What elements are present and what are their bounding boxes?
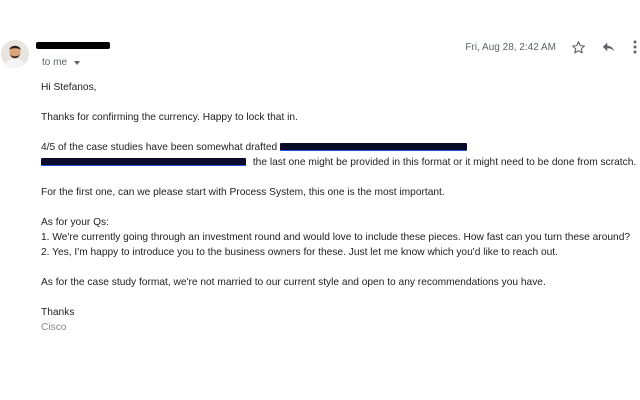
case-studies-text: 4/5 of the case studies have been somewhat drafted [41,142,278,153]
redacted-link[interactable] [280,143,467,151]
paragraph-format: As for the case study format, we're not married to our current style and open to any recommendations you have. [41,277,546,288]
message-body [41,80,637,335]
more-options-button[interactable] [630,39,640,55]
case-studies-text-continued: the last one might be provided in this format or it might need to be done from scratch. [252,157,637,168]
closing [41,305,637,335]
question-answer-1: 1. We're currently going through an investment round and would love to include these pieces. How fast can you turn these around? [41,232,631,243]
signature-name: Cisco [41,322,67,333]
paragraph-case-studies [41,140,637,170]
message-meta [465,37,640,57]
recipient-label: to me [42,57,68,68]
message-date: Fri, Aug 28, 2:42 AM [465,41,556,53]
star-icon [571,40,586,55]
reply-button[interactable] [600,39,616,55]
question-answer-2: 2. Yes, I'm happy to introduce you to the business owners for these. Just let me know which you'd like to reach out. [41,247,558,258]
chevron-down-icon [74,61,80,65]
paragraph-questions [41,215,637,260]
sender-avatar[interactable] [1,40,29,68]
more-vert-icon [633,40,637,54]
sender-name-redacted [36,42,110,49]
paragraph-currency: Thanks for confirming the currency. Happy to lock that in. [41,112,298,123]
greeting: Hi Stefanos, [41,82,97,93]
questions-heading: As for your Qs: [41,217,109,228]
star-button[interactable] [570,39,586,55]
closing-thanks: Thanks [41,307,75,318]
reply-icon [601,40,616,55]
recipient-details-toggle[interactable] [42,57,80,68]
redacted-link[interactable] [41,158,246,166]
paragraph-first-one: For the first one, can we please start with Process System, this one is the most important. [41,187,445,198]
person-avatar-icon [1,40,29,68]
